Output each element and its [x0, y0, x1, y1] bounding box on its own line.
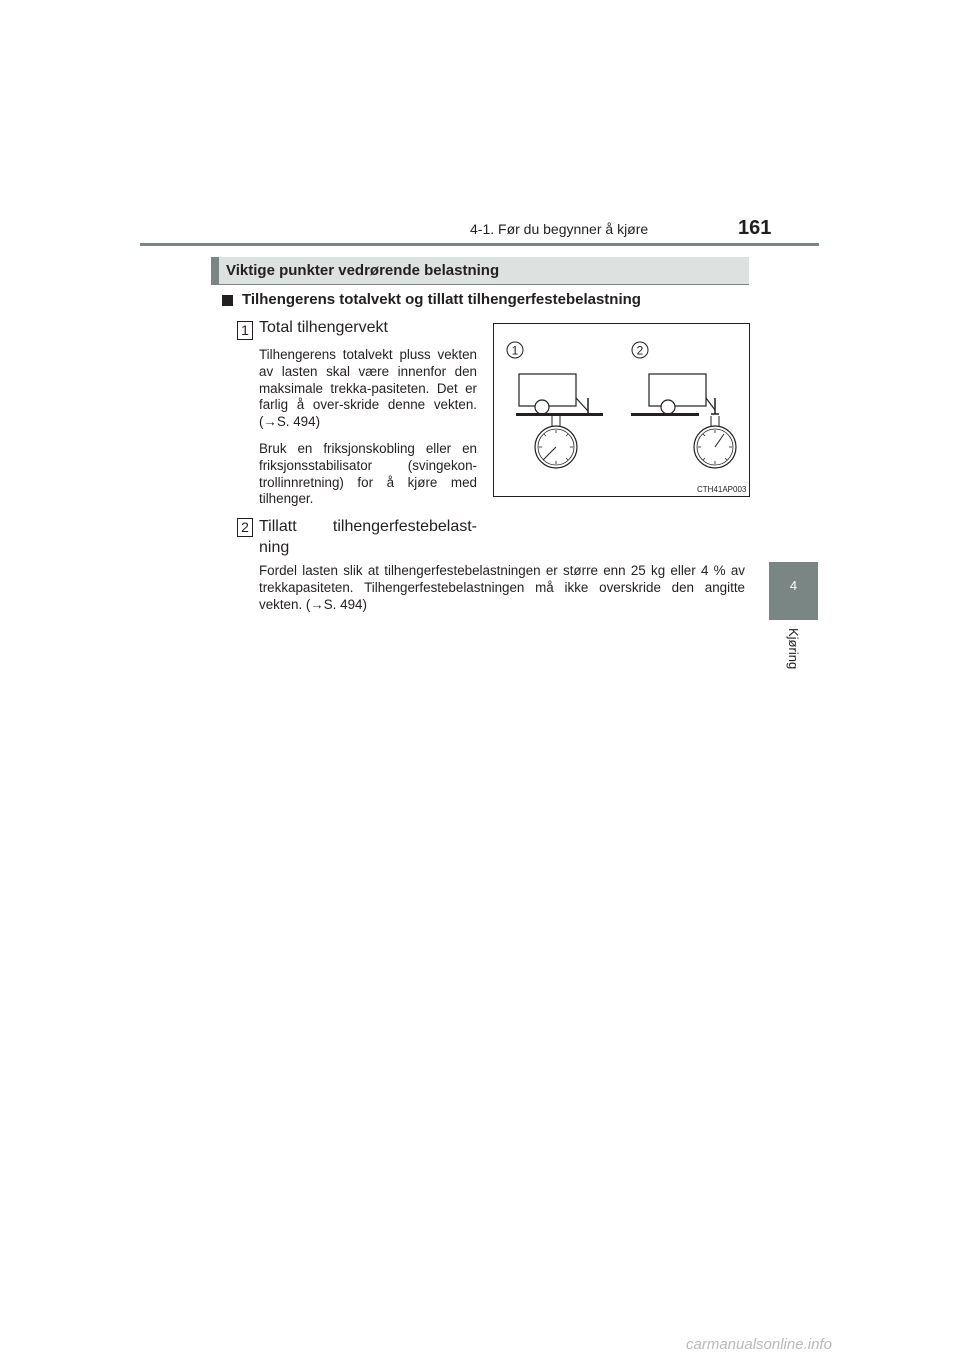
item-number-badge: 1	[237, 321, 253, 340]
item-title	[259, 516, 477, 558]
callout-number: 1	[511, 343, 519, 358]
item-title-line: ning	[259, 539, 290, 556]
figure-code: CTH41AP003	[697, 485, 747, 494]
chapter-tab-label-box	[770, 628, 818, 688]
section-title: Viktige punkter vedrørende belastning	[226, 262, 500, 279]
chapter-tab-number: 4	[789, 578, 798, 593]
callout-number: 2	[636, 343, 644, 358]
chapter-tab-label: Kjøring	[786, 628, 801, 670]
trailer-weight-figure	[493, 323, 750, 497]
item-paragraph: Bruk en friksjonskobling eller en friksjonsstabilisator (svingekon-trollinnretning) for å kjøre med tilhenger.	[259, 441, 477, 507]
item-number-badge: 2	[237, 518, 253, 537]
subheading: Tilhengerens totalvekt og tillatt tilhengerfestebelastning	[242, 291, 641, 308]
trailer-tongue-on-scale	[631, 374, 736, 468]
watermark: carmanualsonline.info	[686, 1336, 832, 1353]
header-rule	[140, 243, 819, 246]
item-paragraph: Tilhengerens totalvekt pluss vekten av lasten skal være innenfor den maksimale trekka-pasiteten. Det er farlig å over-skride denne vekten. (→S. 494)	[259, 347, 477, 430]
item-title-line: Tillatt tilhengerfestebelast-	[259, 518, 477, 535]
scale-dial-icon	[535, 426, 577, 468]
section-rule	[211, 284, 749, 285]
scale-dial-icon	[694, 426, 736, 468]
trailer-on-scale	[516, 374, 603, 468]
square-bullet-icon	[222, 295, 233, 306]
chapter-header: 4-1. Før du begynner å kjøre	[470, 221, 649, 237]
page-number: 161	[738, 217, 772, 239]
item-title: Total tilhengervekt	[259, 319, 388, 336]
trailer-scale-illustration	[494, 324, 751, 498]
item-paragraph: Fordel lasten slik at tilhengerfestebelastningen er større enn 25 kg eller 4 % av trekkapasiteten. Tilhengerfestebelastningen må ikke overskride den angitte vekten. (→S. 494)	[259, 563, 745, 612]
section-title-accent	[211, 257, 219, 284]
